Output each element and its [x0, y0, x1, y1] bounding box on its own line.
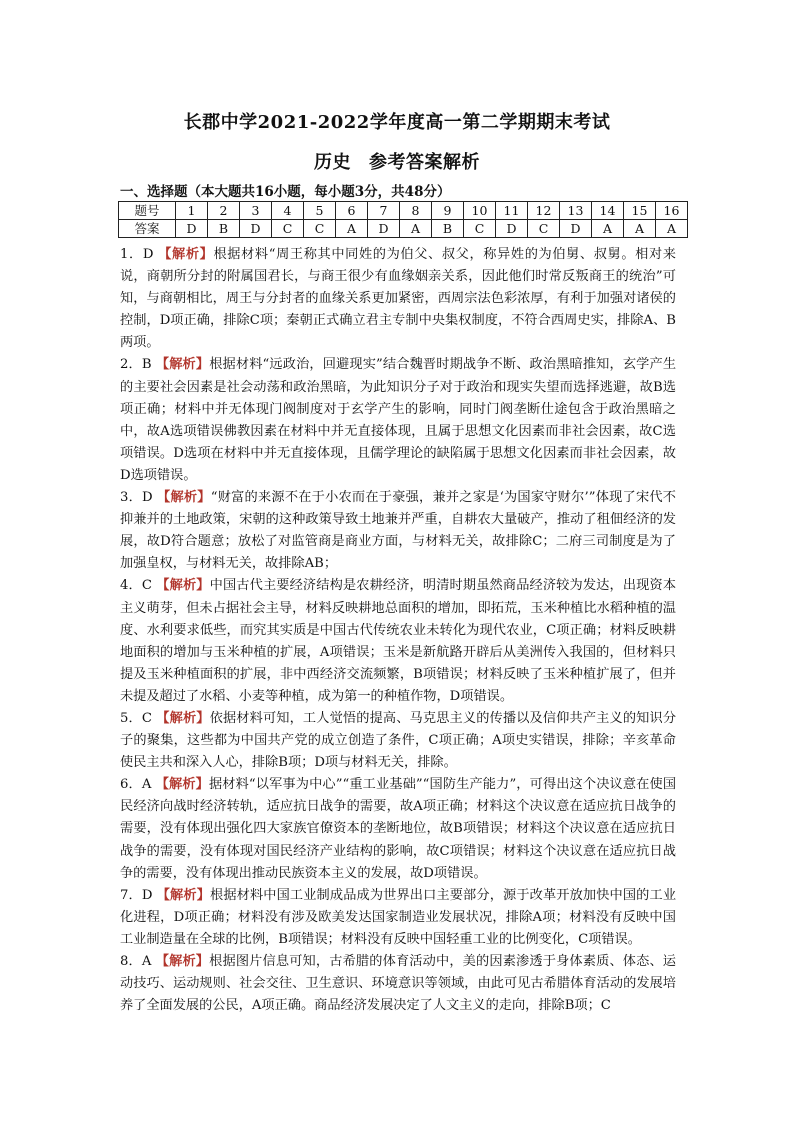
q-number: 8 [400, 202, 432, 220]
q-number: 16 [656, 202, 688, 220]
explanation-item [120, 575, 676, 708]
q-number: 11 [496, 202, 528, 220]
explanation-item [120, 774, 676, 884]
answer-cell: C [464, 220, 496, 238]
explanation-item [120, 951, 676, 1017]
item-prefix: 7．D [120, 887, 157, 903]
answer-cell: D [176, 220, 208, 238]
explanation-text: “财富的来源不在于小农而在于豪强，兼并之家是‘为国家守财尔’”体现了宋代不抑兼并的土地政策，宋朝的这种政策导致土地兼并严重，自耕农大量破产，推动了租佃经济的发展，故D符合题意；放松了对监管商是商业方面，与材料无关，故排除C；二府三司制度是为了加强皇权，与材料无关，故排除AB； [120, 490, 676, 572]
answer-cell: B [432, 220, 464, 238]
explanation-text: 中国古代主要经济结构是农耕经济，明清时期虽然商品经济较为发达，出现资本主义萌芽，但未占据社会主导，材料反映耕地总面积的增加，即拓荒，玉米种植比水稻种植的温度、水利要求低些，而究其实质是中国古代传统农业未转化为现代农业，C项正确；材料反映耕地面积的增加与玉米种植的扩展，A项错误；玉米是新航路开辟后从美洲传入我国的，但材料只提及玉米种植面积的扩展，非中西经济交流频繁，B项错误；材料反映了玉米种植扩展了，但并未提及超过了水稻、小麦等种植，成为第一的种植作物，D项错误。 [120, 578, 677, 704]
row-label-answer: 答案 [119, 220, 176, 238]
analysis-tag: 【解析】 [158, 247, 214, 262]
section-heading: 一、选择题（本大题共16小题，每小题3分，共48分） [120, 184, 451, 200]
explanation-item [120, 244, 676, 354]
q-number: 3 [240, 202, 272, 220]
exam-title: 长郡中学2021-2022学年度高一第二学期期末考试 [183, 112, 611, 133]
q-number: 6 [336, 202, 368, 220]
analysis-tag: 【解析】 [155, 954, 210, 969]
analysis-tag: 【解析】 [156, 887, 211, 903]
answer-row [119, 220, 688, 238]
explanation-item [120, 708, 676, 774]
analysis-tag: 【解析】 [156, 710, 210, 726]
item-prefix: 1．D [120, 247, 159, 262]
explanation-text: 根据材料“周王称其中同姓的为伯父、叔父，称异姓的为伯舅、叔舅。相对来说，商朝所分封的附属国君长，与商王很少有血缘姻亲关系，因此他们时常反叛商王的统治”可知，与商朝相比，周王与分封者的血缘关系更加紧密，西周宗法色彩浓厚，有利于加强对诸侯的控制，D项正确，排除C项；秦朝正式确立君主专制中央集权制度，不符合西周史实，排除A、B两项。 [120, 247, 676, 351]
explanation-text: 依据材料可知，工人觉悟的提高、马克思主义的传播以及信仰共产主义的知识分子的聚集，这些都为中国共产党的成立创造了条件，C项正确；A项史实错误，排除；辛亥革命使民主共和深入人心，排除B项；D项与材料无关，排除。 [120, 710, 677, 771]
q-number: 1 [176, 202, 208, 220]
q-number: 10 [464, 202, 496, 220]
explanation-text: 根据材料“远政治，回避现实”结合魏晋时期战争不断、政治黑暗推知，玄学产生的主要社会因素是社会动荡和政治黑暗，为此知识分子对于政治和现实失望而选择逃避，故B选项正确；材料中并无体现门阀制度对于玄学产生的影响，同时门阀垄断仕途包含于政治黑暗之中，故A选项错误佛教因素在材料中并无直接体现，且属于思想文化因素而非社会因素，故C选项错误。D选项在材料中并无直接体现，且儒学理论的缺陷属于思想文化因素而非社会因素，故D选项错误。 [120, 357, 677, 483]
q-number: 13 [560, 202, 592, 220]
answer-cell: D [496, 220, 528, 238]
item-prefix: 6．A [120, 777, 156, 793]
answer-cell: A [400, 220, 432, 238]
explanation-text: 根据图片信息可知，古希腊的体育活动中，美的因素渗透于身体素质、体态、运动技巧、运动规则、社会交往、卫生意识、环境意识等领域，由此可见古希腊体育活动的发展培养了全面发展的公民，A项正确。商品经济发展决定了人文主义的走向，排除B项；C [120, 954, 676, 1014]
answer-cell: C [272, 220, 304, 238]
explanation-text: 根据材料中国工业制成品成为世界出口主要部分，源于改革开放加快中国的工业化进程，D项正确；材料没有涉及欧美发达国家制造业发展状况，排除A项；材料没有反映中国工业制造量在全球的比例，B项错误；材料没有反映中国轻重工业的比例变化，C项错误。 [120, 887, 677, 947]
item-prefix: 5．C [120, 710, 157, 726]
answer-cell: C [528, 220, 560, 238]
answer-cell: A [592, 220, 624, 238]
explanation-text: 据材料“以军事为中心”“重工业基础”“国防生产能力”，可得出这个决议意在使国民经济向战时经济转轨，适应抗日战争的需要，故A项正确；材料这个决议意在适应抗日战争的需要，没有体现出强化四大家族官僚资本的垄断地位，故B项错误；材料这个决议意在适应抗日战争的需要，没有体现对国民经济产业结构的影响，故C项错误；材料这个决议意在适应抗日战争的需要，没有体现出推动民族资本主义的发展，故D项错误。 [120, 777, 677, 881]
answer-cell: A [336, 220, 368, 238]
subtitle-rest: 参考答案解析 [369, 152, 480, 173]
q-number: 7 [368, 202, 400, 220]
analysis-tag: 【解析】 [156, 578, 210, 594]
answer-cell: D [240, 220, 272, 238]
analysis-tag: 【解析】 [157, 490, 211, 506]
analysis-tag: 【解析】 [155, 357, 210, 373]
q-number: 5 [304, 202, 336, 220]
item-prefix: 2．B [120, 357, 156, 373]
q-number: 4 [272, 202, 304, 220]
subtitle [0, 148, 794, 174]
answer-cell: B [208, 220, 240, 238]
item-prefix: 4．C [120, 578, 157, 594]
question-number-row [119, 202, 688, 220]
analysis-tag: 【解析】 [155, 777, 209, 793]
explanations [120, 244, 676, 1017]
answer-cell: A [656, 220, 688, 238]
q-number: 9 [432, 202, 464, 220]
q-number: 2 [208, 202, 240, 220]
answer-table [118, 201, 688, 238]
row-label-number: 题号 [119, 202, 176, 220]
explanation-item [120, 354, 676, 487]
q-number: 14 [592, 202, 624, 220]
q-number: 12 [528, 202, 560, 220]
q-number: 15 [624, 202, 656, 220]
subject-label: 历史 [314, 152, 351, 173]
answer-cell: D [560, 220, 592, 238]
answer-cell: D [368, 220, 400, 238]
item-prefix: 8．A [120, 954, 156, 969]
answer-cell: A [624, 220, 656, 238]
item-prefix: 3．D [120, 490, 158, 506]
explanation-item [120, 885, 676, 951]
explanation-item [120, 487, 676, 575]
answer-cell: C [304, 220, 336, 238]
